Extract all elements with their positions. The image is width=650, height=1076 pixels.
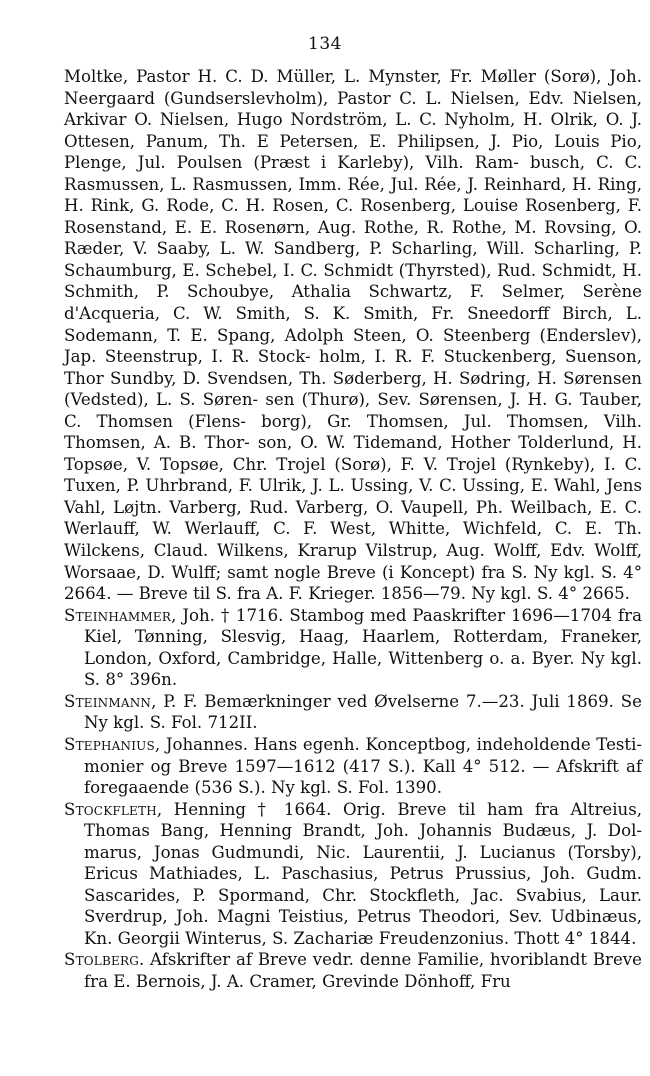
- text-line: Breve fra E. Bernois, J. A. Cramer, Grevinde Dönhoff, Fru: [84, 950, 642, 991]
- text-line: Kn. Georgii Winterus, S. Zachariæ Freudenzonius. Thott 4°: [84, 928, 584, 948]
- text-line: borg), Gr. Thomsen, Jul. Thomsen, Vilh. Thomsen, A. B. Thor-: [64, 411, 643, 453]
- text-line: Neergaard (Gundserslevholm), Pastor C. L. Nielsen, Edv. Nielsen,: [64, 88, 642, 108]
- text-line: son, O. W. Tidemand, Hother Tolderlund, H. Topsøe, V. Topsøe,: [64, 433, 642, 474]
- text-line: holm, I. R. F. Stuckenberg, Suenson, Thor Sundby, D. Svendsen,: [64, 347, 642, 388]
- text-line: London, Oxford, Cambridge, Halle, Wittenberg o. a. Byer. Ny: [84, 648, 605, 668]
- text-line: Chr. Trojel (Sorø), F. V. Trojel (Rynkeby), I. C. Tuxen, P. Uhrbrand,: [64, 454, 643, 496]
- text-line: Sandberg, P. Scharling, Will. Scharling, P. Schaumburg, E. Schebel,: [64, 239, 642, 280]
- page-number: 134: [308, 34, 342, 54]
- text-line: I. C. Schmidt (Thyrsted), Rud. Schmidt, H. Schmith, P. Schoubye,: [64, 260, 642, 302]
- text-line: , P. F. Bemærkninger ved Øvelserne 7.—23. Juli 1869.: [151, 691, 614, 711]
- text-line: . Afskrifter af Breve vedr. denne Familie, hvoriblandt: [138, 950, 588, 970]
- text-line: Th. Søderberg, H. Sødring, H. Sørensen (Vedsted), L. S. Søren-: [64, 368, 642, 410]
- text-line: Adolph Steen, O. Steenberg (Enderslev), Jap. Steenstrup, I. R. Stock-: [64, 325, 642, 367]
- entry-stephanius: [64, 734, 642, 799]
- text-line: Werlauff, W. Werlauff, C. F. West, Whitte, Wichfeld, C. E.: [64, 519, 603, 539]
- text-line: sen (Thurø), Sev. Sørensen, J. H. G. Tauber, C. Thomsen (Flens-: [64, 390, 642, 431]
- text-line: Rosenberg, Louise Rosenberg, F. Rosenstand, E. E. Rosenørn,: [64, 196, 642, 237]
- text-line: marus, Jonas Gudmundi, Nic. Laurentii, J. Lucianus (Torsby),: [84, 842, 642, 862]
- entry-steinmann: [64, 691, 642, 734]
- text-line: J. Reinhard, H. Ring, H. Rink, G. Rode, C. H. Rosen, C.: [64, 174, 642, 216]
- text-line: Sverdrup, Joh. Magni Teistius, Petrus Theodori, Sev. Udbinæus,: [84, 907, 642, 927]
- text-line: 1844.: [588, 928, 637, 948]
- entry-stolberg: [64, 949, 642, 992]
- text-line: Arkivar O. Nielsen, Hugo Nordström, L. C. Nyholm, H. Olrik,: [64, 110, 598, 130]
- text-line: Thomas Bang, Henning Brandt, Joh. Johannis Budæus, J. Dol-: [84, 821, 642, 841]
- text-line: fra S. Ny kgl. S. 4° 2664. — Breve til S. fra A. F. Krieger.: [64, 562, 642, 604]
- text-line: , Henning † 1664. Orig. Breve til ham fra Altreius,: [156, 799, 642, 819]
- text-line: Th. Wilckens, Claud. Wilkens, Krarup Vilstrup, Aug. Wolff,: [64, 519, 642, 561]
- text-line: Louis Pio, Plenge, Jul. Poulsen (Præst i Karleby), Vilh. Ram-: [64, 131, 643, 173]
- text-line: , Johannes. Hans egenh. Konceptbog, indeholdende Testi-: [154, 734, 642, 754]
- text-line: fra Kiel, Tønning, Slesvig, Haag, Haarlem, Rotterdam, Franeker,: [84, 605, 642, 647]
- text-line: Løjtn. Varberg, Rud. Varberg, O. Vaupell, Ph. Weilbach, E. C.: [113, 497, 642, 517]
- entry-head: Stolberg: [64, 950, 139, 970]
- entry-continuation: [64, 66, 642, 605]
- text-line: Moltke, Pastor H. C. D. Müller, L. Mynster, Fr. Møller (Sorø), Joh.: [64, 67, 642, 86]
- text-line: busch, C. C. Rasmussen, L. Rasmussen, Imm. Rée, Jul. Rée,: [64, 153, 643, 194]
- text-line: Aug. Rothe, R. Rothe, M. Rovsing, O. Ræder, V. Saaby, L. W.: [64, 217, 642, 259]
- entry-head: Steinmann: [64, 691, 152, 711]
- text-line: F. Ulrik, J. L. Ussing, V. C. Ussing, E. Wahl, Jens Vahl,: [64, 476, 642, 517]
- page-body: [64, 66, 642, 993]
- text-line: kgl. S. 8° 396n.: [84, 648, 642, 690]
- text-line: Sascarides, P. Spormand, Chr. Stockfleth, Jac. Svabius, Laur.: [84, 885, 642, 905]
- text-line: monier og Breve 1597—1612 (417 S.). Kall 4° 512. — Afskrift: [84, 756, 619, 776]
- entry-stockfleth: [64, 799, 642, 950]
- entry-head: Stockfleth: [64, 799, 157, 819]
- text-line: S. K. Smith, Fr. Sneedorff Birch, L. Sodemann, T. E. Spang,: [64, 304, 642, 345]
- text-line: Edv. Wolff, Worsaae, D. Wulff; samt nogle Breve (i Koncept): [64, 541, 643, 582]
- text-line: , Joh. † 1716. Stambog med Paaskrifter 1696—1704: [171, 605, 613, 625]
- text-line: af foregaaende (536 S.). Ny kgl. S. Fol. 1390.: [84, 756, 642, 798]
- text-line: O. J. Ottesen, Panum, Th. E Petersen, E. Philipsen, J. Pio,: [64, 110, 642, 151]
- text-line: Athalia Schwartz, F. Selmer, Serène d'Acqueria, C. W. Smith,: [64, 282, 642, 324]
- entry-steinhammer: [64, 605, 642, 691]
- text-line: Ericus Mathiades, L. Paschasius, Petrus Prussius, Joh. Gudm.: [84, 864, 642, 884]
- entry-head: Stephanius: [64, 734, 155, 754]
- text-line: Se Ny kgl. S. Fol. 712II.: [84, 691, 642, 733]
- text-line: 1856—79. Ny kgl. S. 4° 2665.: [380, 584, 630, 604]
- entry-head: Steinhammer: [64, 605, 172, 625]
